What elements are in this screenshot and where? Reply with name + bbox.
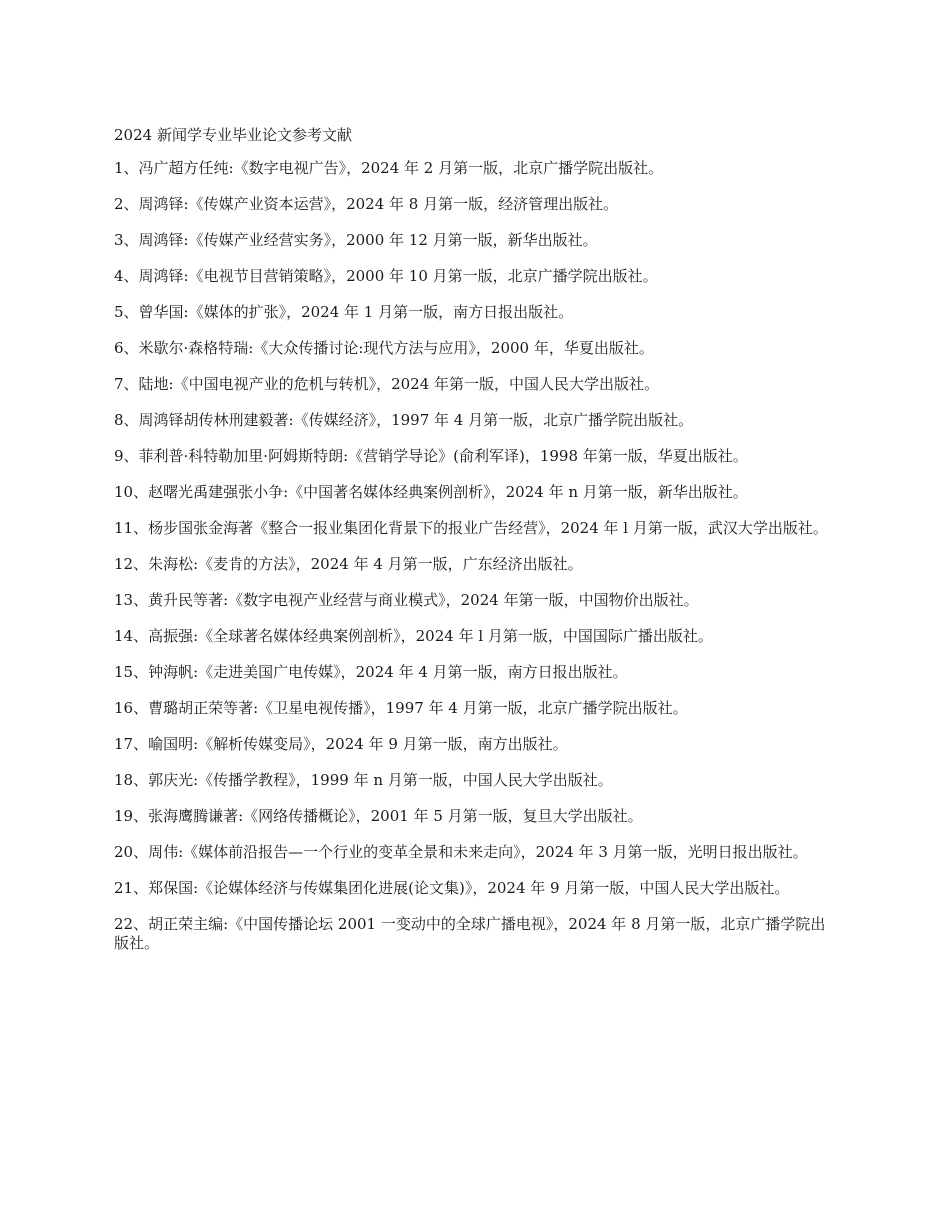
reference-item: 3、周鸿铎:《传媒产业经营实务》，2000 年 12 月第一版，新华出版社。 <box>114 231 598 249</box>
reference-item: 13、黄升民等著:《数字电视产业经营与商业模式》，2024 年第一版，中国物价出版社。 <box>114 591 699 609</box>
reference-item: 5、曾华国:《媒体的扩张》，2024 年 1 月第一版，南方日报出版社。 <box>114 303 574 321</box>
reference-item: 20、周伟:《媒体前沿报告—一个行业的变革全景和未来走向》，2024 年 3 月第一版，光明日报出版社。 <box>114 843 808 861</box>
reference-item: 19、张海鹰腾谦著:《网络传播概论》，2001 年 5 月第一版，复旦大学出版社。 <box>114 807 643 825</box>
reference-item: 22、胡正荣主编:《中国传播论坛 2001 一变动中的全球广播电视》，2024 年 8 月第一版，北京广播学院出版社。 <box>114 915 826 952</box>
reference-item: 18、郭庆光:《传播学教程》，1999 年 n 月第一版，中国人民大学出版社。 <box>114 771 613 789</box>
reference-item: 4、周鸿铎:《电视节目营销策略》，2000 年 10 月第一版，北京广播学院出版社。 <box>114 267 658 285</box>
reference-item: 15、钟海帆:《走进美国广电传媒》，2024 年 4 月第一版，南方日报出版社。 <box>114 663 628 681</box>
reference-item: 12、朱海松:《麦肯的方法》，2024 年 4 月第一版，广东经济出版社。 <box>114 555 583 573</box>
reference-item: 21、郑保国:《论媒体经济与传媒集团化进展(论文集)》，2024 年 9 月第一版，中国人民大学出版社。 <box>114 879 790 897</box>
document-page <box>114 126 836 970</box>
reference-item: 1、冯广超方任纯:《数字电视广告》，2024 年 2 月第一版，北京广播学院出版社。 <box>114 159 664 177</box>
reference-item: 9、菲利普·科特勒加里·阿姆斯特朗:《营销学导论》(俞利军译)，1998 年第一版，华夏出版社。 <box>114 447 748 465</box>
reference-item: 2、周鸿铎:《传媒产业资本运营》，2024 年 8 月第一版，经济管理出版社。 <box>114 195 619 213</box>
reference-item: 7、陆地:《中国电视产业的危机与转机》，2024 年第一版，中国人民大学出版社。 <box>114 375 660 393</box>
reference-item: 16、曹璐胡正荣等著:《卫星电视传播》，1997 年 4 月第一版，北京广播学院出版社。 <box>114 699 688 717</box>
reference-item: 14、高振强:《全球著名媒体经典案例剖析》，2024 年 l 月第一版，中国国际广播出版社。 <box>114 627 713 645</box>
document-title: 2024 新闻学专业毕业论文参考文献 <box>114 126 352 144</box>
reference-item: 11、杨步国张金海著《整合一报业集团化背景下的报业广告经营》，2024 年 l 月第一版，武汉大学出版社。 <box>114 519 828 537</box>
reference-list <box>114 159 836 953</box>
reference-item: 8、周鸿铎胡传林刑建毅著:《传媒经济》，1997 年 4 月第一版，北京广播学院出版社。 <box>114 411 694 429</box>
reference-item: 6、米歇尔·森格特瑞:《大众传播讨论:现代方法与应用》，2000 年，华夏出版社。 <box>114 339 654 357</box>
reference-item: 10、赵曙光禹建强张小争:《中国著名媒体经典案例剖析》，2024 年 n 月第一版，新华出版社。 <box>114 483 748 501</box>
reference-item: 17、喻国明:《解析传媒变局》，2024 年 9 月第一版，南方出版社。 <box>114 735 568 753</box>
